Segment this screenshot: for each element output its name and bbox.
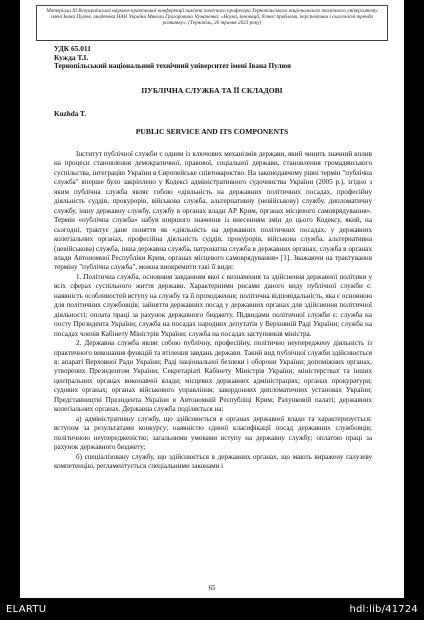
paragraph: 1. Політична служба, основним завданням якої є визначення та здійснення державної політики у всіх сферах суспільного життя держави. Характерними рисами даного виду публічної служби є: наявність особливостей вступу на службу та її проходження; політична відповідальність, яка є основною для політичних службовців; зайняття державних посад у державних органах для здійснення політичної діяльності; оплата праці за рахунок державного бюджету. Підвидами політичної служби є: служба на посту Президента України; служба на посадах народних депутатів у Верховній Раді України; служба на посадах членів Кабінету Міністрів України; служба на посадах заступників міністра. (54, 272, 373, 338)
repository-name: ELARTU (6, 604, 47, 615)
handle-identifier: hdl:lib/41724 (349, 604, 418, 615)
affiliation: Тернопільський національний технічний університет імені Івана Пулюя (54, 62, 291, 70)
article-title-uk: ПУБЛІЧНА СЛУЖБА ТА ЇЇ СКЛАДОВІ (141, 86, 283, 95)
author-name-en: Kuzhda T. (54, 110, 87, 118)
paragraph: Інститут публічної служби є одним із ключових механізмів держави, який чинить значний вплив на процеси становлення демократичної, правової, соціальної держави, становлення громадянського суспільства, інтеграцію України в Європейське співтовариство. На законодавчому рівні термін "публічна служба" вперше було закріплено у Кодексі адміністративного судочинства України (2005 р.), згідно з яким публічна служба являє собою «діяльність на державних політичних посадах, професійну діяльність суддів, прокурорів, військова служба, альтернативну (невійськову) службу, дипломатичну службу, іншу державну службу, службу в органах влади АР Крим, органах місцевого самоврядування». Термін «публічна служба» набув ширшого значення із внесенням змін до цього Кодексу, який, на сьогодні, трактує дане поняття як «діяльність на державних політичних посадах, у державних колегіальних органах, професійна діяльність суддів, прокурорів, військова служба, альтернативна (невійськова) служба, інша державна служба, патронатна служба в державних органах, служба в органах влади Автономної Республіки Крим, органах місцевого самоврядування» [1]. Зважаючи на трактування терміну "публічна служба", можна виокремити такі її види: (54, 150, 372, 272)
udc-code: УДК 65.011 (54, 44, 91, 53)
article-title-en: PUBLIC SERVICE AND ITS COMPONENTS (135, 127, 289, 136)
conference-note: Матеріали XI Всеукраїнської науково-практичної конференції пам'яті почесного професора Тернопільського національного технічного університету імені Івана Пулюя, академіка НАН України Миколи Григоровича Чумаченка: «Наука, інновації, бізнес:проблеми, перспективи і сьогочасні тренди розвитку». (Тернопіль, 26 травня 2023 року) (46, 8, 378, 27)
document-page (20, 0, 404, 598)
conference-header-box (36, 5, 388, 41)
article-body (54, 150, 372, 471)
author-name-uk: Кужда Т.І. (54, 53, 89, 62)
page-number: 65 (208, 585, 216, 592)
paragraph: б) спеціалізовану службу, що здійснюється в державних органах, що мають виражену галузеву компетенцію, регламентується спеціальними законами і (54, 452, 372, 470)
paragraph: 2. Державна служба являє собою публічну, професійну, політично неупереджену діяльність із практичного виконання функцій та втілення завдань держави. Такий вид публічної служби здійснюється в: апараті Верховної Ради України; Раді національної безпеки і оборони України; допоміжних органах, утворених Президентом України; Секретаріаті Кабінету Міністрів України; міністерствах та інших центральних органах виконавчої влади; місцевих державних адміністраціях; органах прокуратури; судових органах; органах військового управління; закордонних дипломатичних установах України; Представництві Президента України в Автономній Республіці Крим; Рахунковій палаті; державних колегіальних органах. Державна служба поділяється на: (54, 339, 372, 414)
paragraph: а) адміністративну службу, що здійснюється в органах державної влади та характеризується: вступом за результатами конкурсу; наявністю єдиної класифікації посад державних службовців; політичною неупередженістю; загальними умовами вступу на державну службу; оплатою праці за рахунок державного бюджету; (54, 414, 372, 452)
